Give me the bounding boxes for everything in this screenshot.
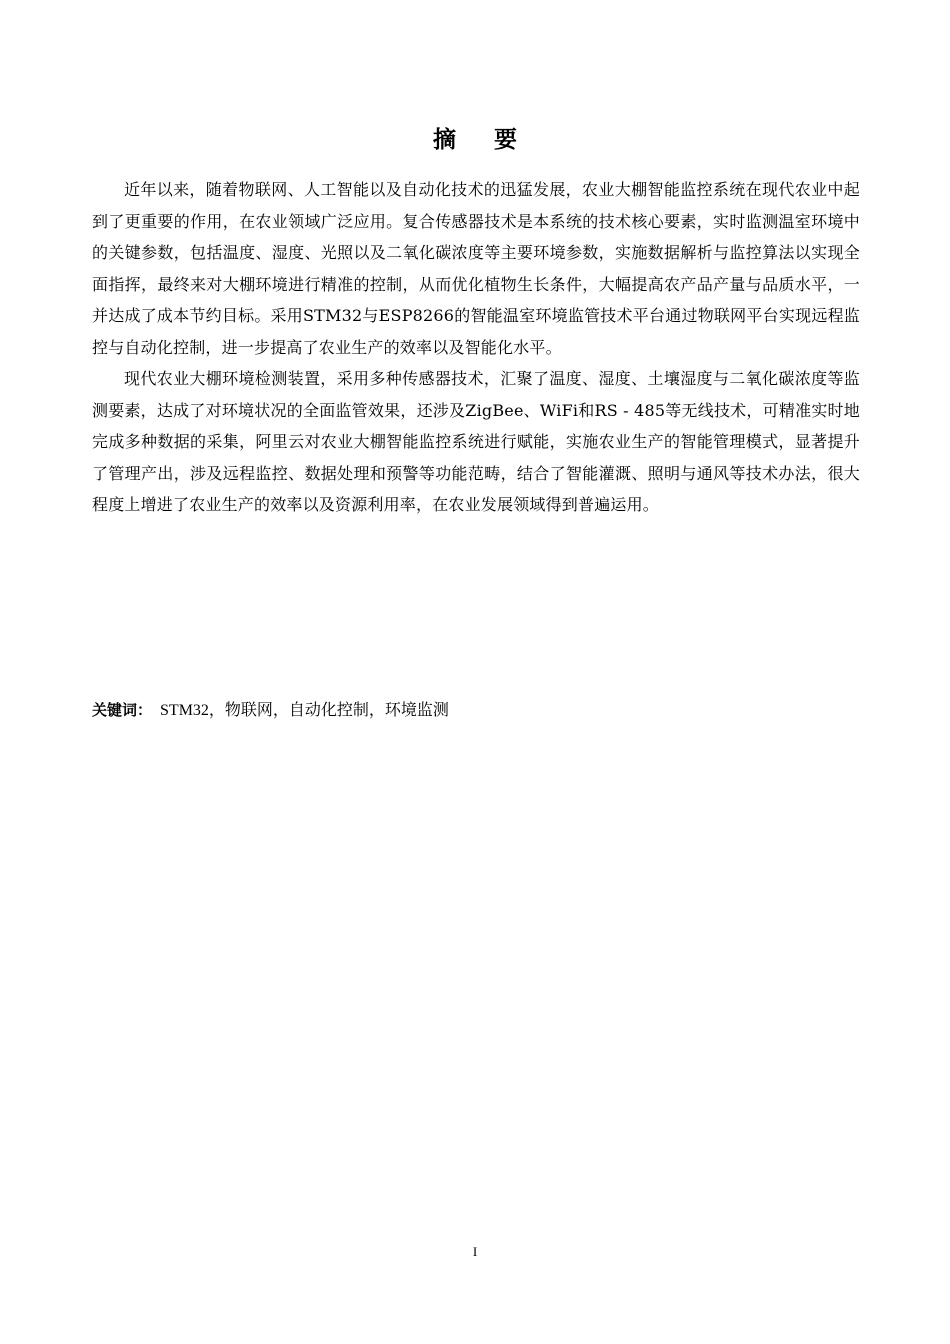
keywords-label: 关键词： [92,701,153,719]
keywords-values: STM32，物联网，自动化控制，环境监测 [160,702,449,719]
title-char-1: 摘 [433,127,456,153]
keywords-line [92,697,860,724]
title-char-2: 要 [494,127,517,153]
abstract-body [92,174,860,521]
abstract-paragraph-2: 现代农业大棚环境检测装置，采用多种传感器技术，汇聚了温度、湿度、土壤湿度与二氧化碳浓度等监测要素，达成了对环境状况的全面监管效果，还涉及ZigBee、WiFi和RS - 485等无线技术，可精准实时地完成多种数据的采集，阿里云对农业大棚智能监控系统进行赋能，实施农业生产的智能管理模式，显著提升了管理产出，涉及远程监控、数据处理和预警等功能范畴，结合了智能灌溉、照明与通风等技术办法，很大程度上增进了农业生产的效率以及资源利用率，在农业发展领域得到普遍运用。 [92,369,860,514]
abstract-paragraph-1: 近年以来，随着物联网、人工智能以及自动化技术的迅猛发展，农业大棚智能监控系统在现代农业中起到了更重要的作用，在农业领域广泛应用。复合传感器技术是本系统的技术核心要素，实时监测温室环境中的关键参数，包括温度、湿度、光照以及二氧化碳浓度等主要环境参数，实施数据解析与监控算法以实现全面指挥，最终来对大棚环境进行精准的控制，从而优化植物生长条件，大幅提高农产品产量与品质水平，一并达成了成本节约目标。采用STM32与ESP8266的智能温室环境监管技术平台通过物联网平台实现远程监控与自动化控制，进一步提高了农业生产的效率以及智能化水平。 [92,180,860,357]
page-number: I [472,1244,478,1259]
abstract-title [0,122,950,158]
